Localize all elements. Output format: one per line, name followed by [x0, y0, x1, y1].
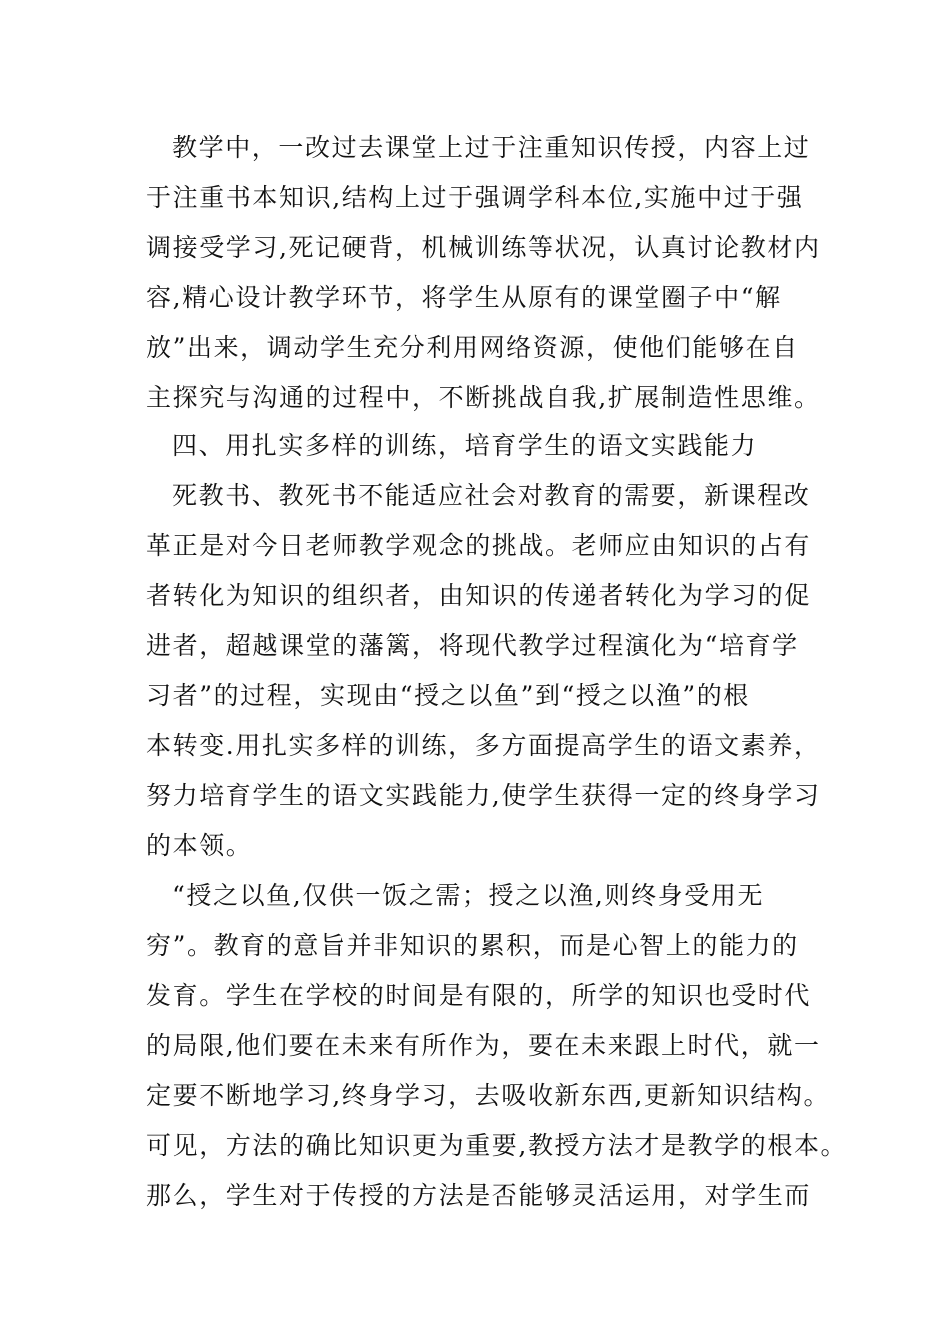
paragraph-line: 于注重书本知识,结构上过于强调学科本位,实施中过于强 — [146, 183, 804, 212]
paragraph-line: 本转变.用扎实多样的训练，多方面提高学生的语文素养， — [146, 731, 821, 760]
paragraph-line: 革正是对今日老师教学观念的挑战。老师应由知识的占有 — [146, 531, 812, 560]
paragraph-line: 容,精心设计教学环节，将学生从原有的课堂圈子中“解 — [146, 283, 782, 312]
paragraph-line: 那么，学生对于传授的方法是否能够灵活运用，对学生而 — [146, 1181, 812, 1210]
paragraph-line: 习者”的过程，实现由“授之以鱼”到“授之以渔”的根 — [146, 681, 750, 710]
paragraph-line: 教学中，一改过去课堂上过于注重知识传授，内容上过 — [172, 133, 811, 162]
paragraph-line: 放”出来，调动学生充分利用网络资源，使他们能够在自 — [146, 333, 799, 362]
paragraph-line: 发育。学生在学校的时间是有限的，所学的知识也受时代 — [146, 981, 812, 1010]
paragraph-line: 可见，方法的确比知识更为重要,教授方法才是教学的根本。 — [146, 1131, 848, 1160]
section-heading: 四、用扎实多样的训练，培育学生的语文实践能力 — [172, 431, 758, 460]
paragraph-line: 主探究与沟通的过程中，不断挑战自我,扩展制造性思维。 — [146, 383, 821, 412]
paragraph-line: 努力培育学生的语文实践能力,使学生获得一定的终身学习 — [146, 781, 821, 810]
paragraph-line: 进者，超越课堂的藩篱，将现代教学过程演化为“培育学 — [146, 631, 799, 660]
paragraph-line: “授之以鱼,仅供一饭之需；授之以渔,则终身受用无 — [172, 881, 765, 910]
paragraph-line: 穷”。教育的意旨并非知识的累积，而是心智上的能力的 — [146, 931, 799, 960]
paragraph-line: 的本领。 — [146, 831, 253, 860]
paragraph-line: 定要不断地学习,终身学习，去吸收新东西,更新知识结构。 — [146, 1081, 831, 1110]
paragraph-line: 调接受学习,死记硬背，机械训练等状况，认真讨论教材内 — [146, 233, 821, 262]
paragraph-line: 死教书、教死书不能适应社会对教育的需要，新课程改 — [172, 481, 811, 510]
paragraph-line: 者转化为知识的组织者，由知识的传递者转化为学习的促 — [146, 581, 812, 610]
paragraph-line: 的局限,他们要在未来有所作为，要在未来跟上时代，就一 — [146, 1031, 821, 1060]
